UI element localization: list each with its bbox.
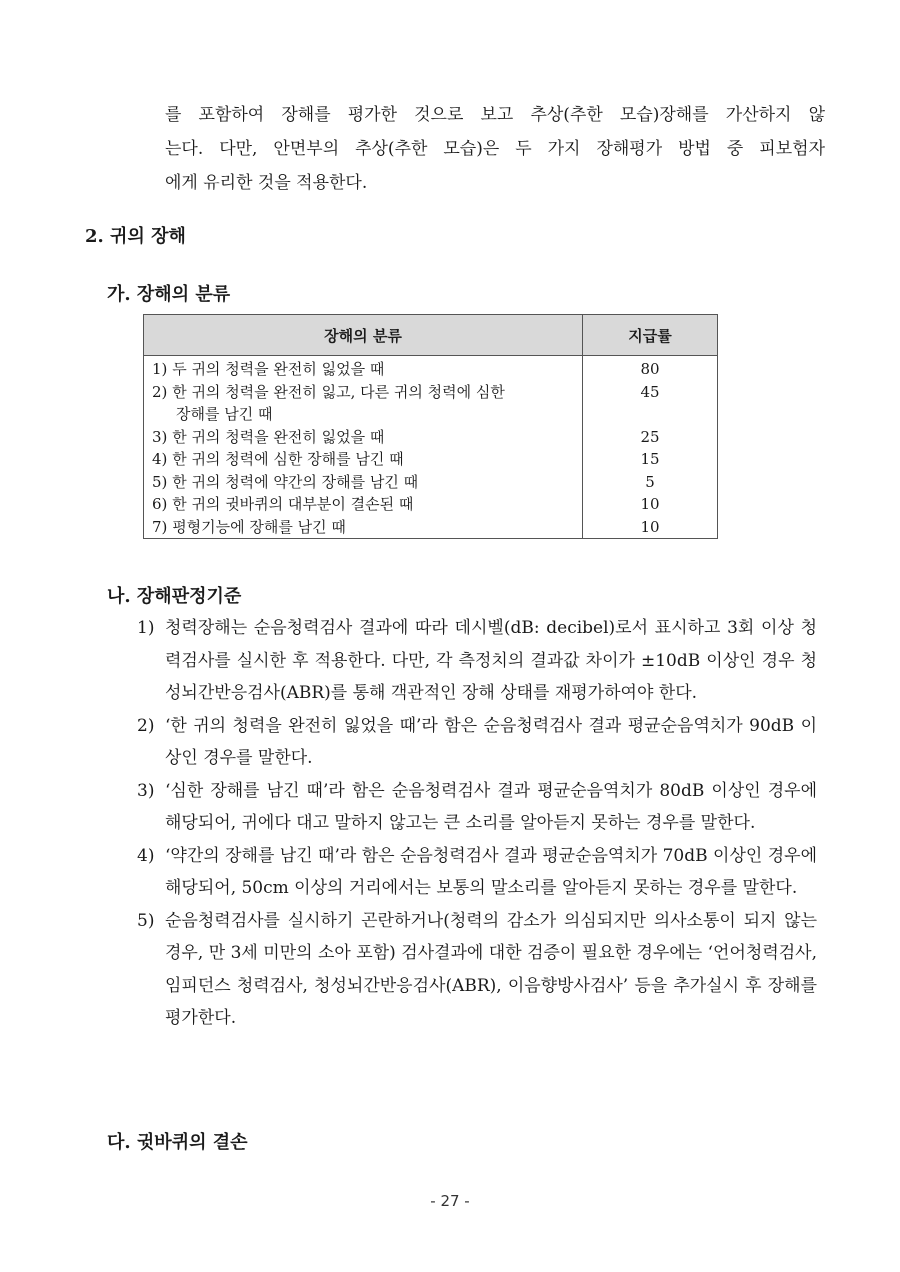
row-number: 2)	[152, 382, 168, 401]
row-text: 평형기능에 장해를 남긴 때	[172, 517, 346, 536]
criteria-text: ‘한 귀의 청력을 완전히 잃었을 때’라 함은 순음청력검사 결과 평균순음역치가 90dB 이상인 경우를 말한다.	[165, 715, 817, 768]
table-header-rate: 지급률	[583, 315, 718, 356]
row-text: 두 귀의 청력을 완전히 잃었을 때	[172, 360, 385, 378]
row-number: 5)	[152, 472, 168, 491]
row-number: 7)	[152, 517, 168, 536]
section-heading: 2. 귀의 장해	[85, 226, 186, 247]
row-number: 3)	[152, 427, 168, 446]
table-cell-category	[144, 381, 583, 426]
criteria-number: 2)	[137, 715, 155, 736]
criteria-item	[137, 840, 817, 905]
table-row	[144, 448, 718, 471]
table-cell-rate: 25	[583, 426, 718, 449]
table-cell-rate: 15	[583, 448, 718, 471]
row-text: 한 귀의 청력을 완전히 잃고, 다른 귀의 청력에 심한	[172, 382, 505, 401]
row-text-continuation: 장해를 남긴 때	[176, 405, 273, 423]
criteria-number: 3)	[137, 780, 155, 801]
table-row	[144, 426, 718, 449]
subsection-heading-criteria: 나. 장해판정기준	[107, 586, 242, 607]
table-cell-rate: 10	[583, 493, 718, 516]
criteria-number: 1)	[137, 618, 155, 638]
table-row	[144, 493, 718, 516]
table-cell-category	[144, 493, 583, 516]
disability-classification-table	[143, 314, 718, 539]
table-row	[144, 516, 718, 539]
criteria-text: 청력장해는 순음청력검사 결과에 따라 데시벨(dB: decibel)로서 표시하고 3회 이상 청력검사를 실시한 후 적용한다. 다만, 각 측정치의 결과값 차이가 ±10dB 이상인 경우 청성뇌간반응검사(ABR)를 통해 객관적인 장해 상태를 재평가하여야 한다.	[165, 618, 817, 703]
table-header-row	[144, 315, 718, 356]
intro-paragraph	[165, 98, 825, 200]
table-header-category: 장해의 분류	[144, 315, 583, 356]
criteria-number: 4)	[137, 845, 155, 866]
criteria-item	[137, 710, 817, 775]
row-text: 한 귀의 청력을 완전히 잃었을 때	[172, 427, 385, 446]
table-cell-rate: 80	[583, 356, 718, 381]
criteria-text: ‘약간의 장해를 남긴 때’라 함은 순음청력검사 결과 평균순음역치가 70dB 이상인 경우에 해당되어, 50cm 이상의 거리에서는 보통의 말소리를 알아듣지 못하는 경우를 말한다.	[165, 845, 817, 898]
subsection-heading-auricle: 다. 귓바퀴의 결손	[107, 1132, 248, 1153]
table-cell-rate: 45	[583, 381, 718, 426]
criteria-item	[137, 612, 817, 710]
table-cell-category	[144, 471, 583, 494]
row-number: 4)	[152, 450, 168, 468]
row-text: 한 귀의 청력에 약간의 장해를 남긴 때	[172, 472, 419, 491]
criteria-item	[137, 905, 817, 1035]
table-row	[144, 471, 718, 494]
table-cell-category	[144, 448, 583, 471]
criteria-text: ‘심한 장해를 남긴 때’라 함은 순음청력검사 결과 평균순음역치가 80dB 이상인 경우에 해당되어, 귀에다 대고 말하지 않고는 큰 소리를 알아듣지 못하는 경우를 말한다.	[165, 780, 817, 833]
table-cell-category	[144, 356, 583, 381]
table-cell-category	[144, 426, 583, 449]
table-cell-category	[144, 516, 583, 539]
table-cell-rate: 5	[583, 471, 718, 494]
page-number: - 27 -	[430, 1192, 470, 1210]
criteria-list	[137, 612, 817, 1035]
row-number: 1)	[152, 360, 168, 378]
criteria-number: 5)	[137, 910, 155, 931]
table-row	[144, 356, 718, 381]
row-number: 6)	[152, 495, 168, 513]
row-text: 한 귀의 귓바퀴의 대부분이 결손된 때	[172, 495, 414, 513]
intro-line: 를 포함하여 장해를 평가한 것으로 보고 추상(추한 모습)장해를 가산하지 않	[165, 105, 825, 125]
row-text: 한 귀의 청력에 심한 장해를 남긴 때	[172, 450, 404, 468]
criteria-item	[137, 775, 817, 840]
table-cell-rate: 10	[583, 516, 718, 539]
intro-line: 에게 유리한 것을 적용한다.	[165, 173, 368, 193]
subsection-heading-classification: 가. 장해의 분류	[107, 284, 231, 305]
criteria-text: 순음청력검사를 실시하기 곤란하거나(청력의 감소가 의심되지만 의사소통이 되지 않는 경우, 만 3세 미만의 소아 포함) 검사결과에 대한 검증이 필요한 경우에는 ‘언어청력검사, 임피던스 청력검사, 청성뇌간반응검사(ABR), 이음향방사검사’ 등을 추가실시 후 장해를 평가한다.	[165, 910, 817, 1028]
intro-line: 는다. 다만, 안면부의 추상(추한 모습)은 두 가지 장해평가 방법 중 피보험자	[165, 139, 825, 159]
table-row	[144, 381, 718, 426]
